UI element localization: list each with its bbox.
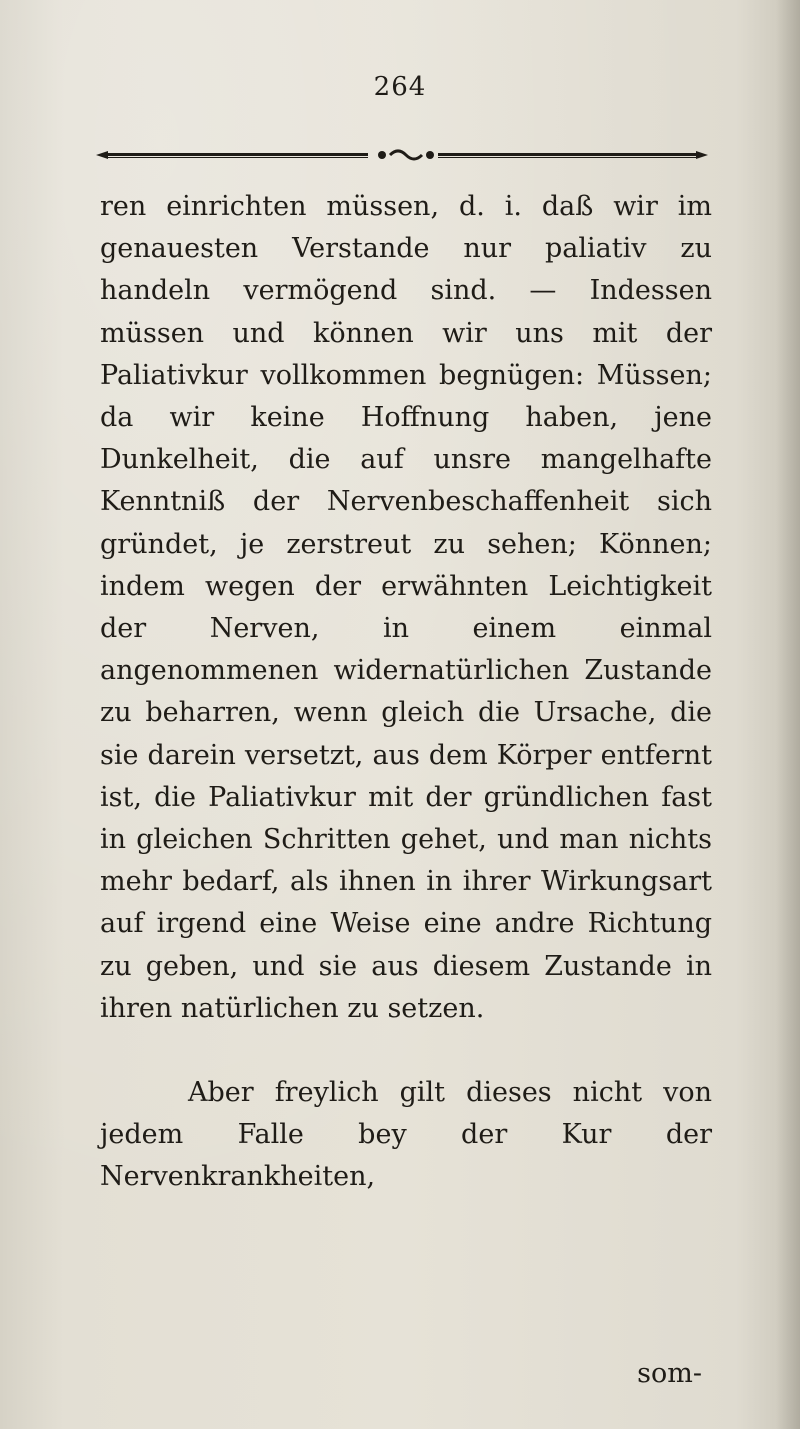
catchword: som-: [637, 1358, 702, 1389]
paragraph: Aber freylich gilt dieses nicht von jedem Falle bey der Kur der Nervenkrankheiten,: [100, 1077, 712, 1193]
paragraph: ren einrichten müssen, d. i. daß wir im genauesten Verstande nur paliativ zu handeln vermögend sind. — Indessen müssen und können wir uns mit der Paliativkur vollkommen begnügen: Müssen; da wir keine Hoffnung haben, jene Dunkelheit, die auf unsre mangelhafte Kenntniß der Nervenbeschaffenheit sich gründet, je zerstreut zu sehen; Können; indem wegen der erwähnten Leichtigkeit der Nerven, in einem einmal angenommenen widernatürlichen Zustande zu beharren, wenn gleich die Ursache, die sie darein versetzt, aus dem Körper entfernt ist, die Paliativkur mit der gründlichen fast in gleichen Schritten gehet, und man nichts mehr bedarf, als ihnen in ihrer Wirkungsart auf irgend eine Weise eine andre Richtung zu geben, und sie aus diesem Zustande in ihren natürlichen zu setzen.: [100, 191, 712, 1024]
page-number: 264: [373, 72, 427, 102]
decorative-rule-ornament-icon: [96, 148, 708, 162]
page-edge-shadow: [776, 0, 800, 1429]
body-text: [100, 186, 712, 1199]
